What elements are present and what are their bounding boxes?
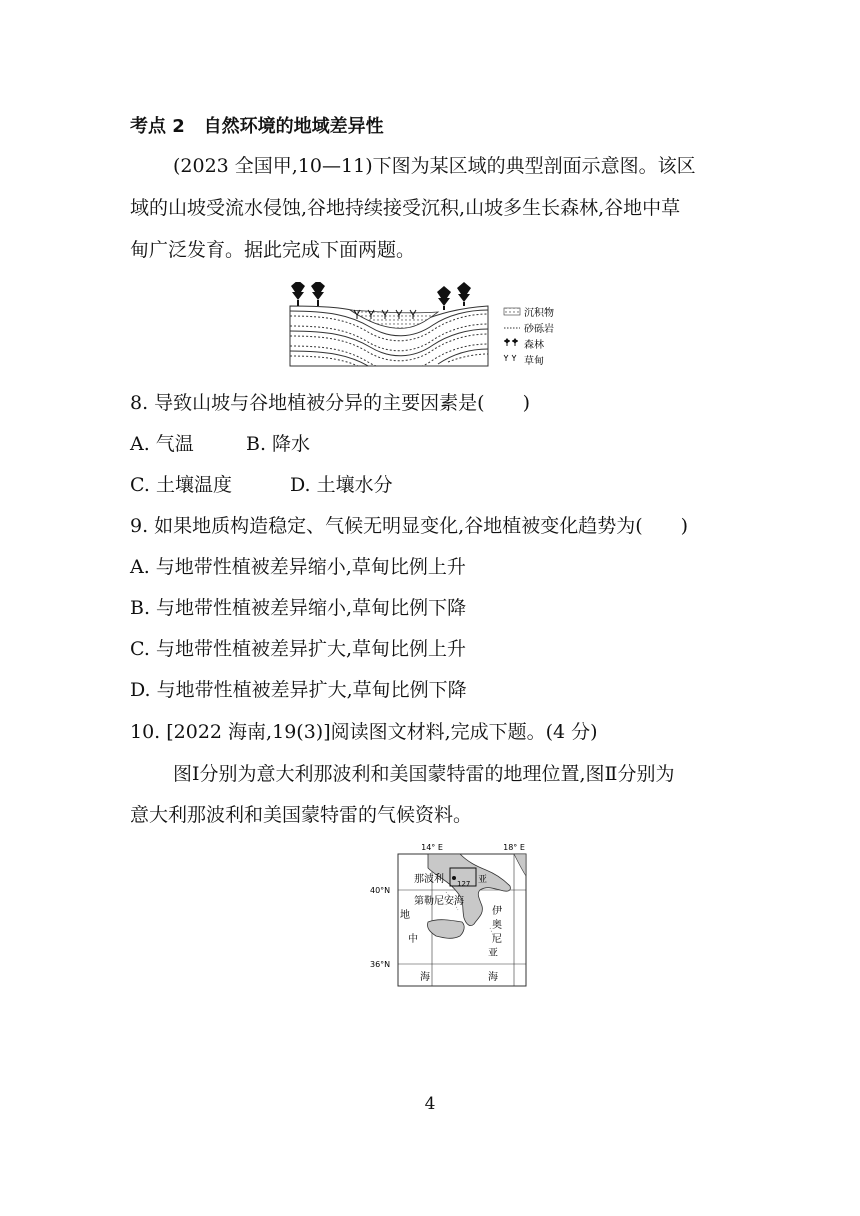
intro-line-1: (2023 全国甲,10—11)下图为某区域的典型剖面示意图。该区 — [173, 155, 696, 177]
section-heading — [130, 115, 384, 139]
lon-label-18e: 18° E — [503, 843, 525, 852]
misc-label: 亚 — [478, 875, 488, 885]
legend-sandstone: 砂砾岩 — [524, 324, 554, 335]
legend-sediment: 沉积物 — [524, 308, 554, 319]
q9-option-b: B. 与地带性植被差异缩小,草甸比例下降 — [130, 597, 467, 619]
intro-line-2: 域的山坡受流水侵蚀,谷地持续接受沉积,山坡多生长森林,谷地中草 — [130, 197, 681, 219]
section-title: 自然环境的地域差异性 — [203, 116, 384, 137]
q8-option-d: D. 土壤水分 — [290, 474, 393, 496]
lat-label-40n: 40°N — [370, 886, 391, 895]
q8-stem: 8. 导致山坡与谷地植被分异的主要因素是( ) — [130, 392, 530, 414]
ionian-label-3: 尼 — [492, 934, 502, 945]
tyrrhenian-sea-label: 第勒尼安海 — [414, 896, 464, 907]
inset-label: 127 — [457, 880, 471, 888]
q10-text-line-1: 图Ⅰ分别为意大利那波利和美国蒙特雷的地理位置,图Ⅱ分别为 — [173, 763, 675, 785]
legend-forest: 森林 — [524, 340, 544, 351]
q8-option-c: C. 土壤温度 — [130, 474, 232, 496]
legend — [504, 306, 554, 367]
intro-line-3: 甸广泛发育。据此完成下面两题。 — [130, 239, 416, 261]
q9-option-c: C. 与地带性植被差异扩大,草甸比例上升 — [130, 638, 466, 660]
page-number: 4 — [424, 1094, 436, 1114]
q10-stem: 10. [2022 海南,19(3)]阅读图文材料,完成下题。(4 分) — [130, 721, 598, 743]
q10-text-line-2: 意大利那波利和美国蒙特雷的气候资料。 — [130, 804, 473, 826]
q9-stem: 9. 如果地质构造稳定、气候无明显变化,谷地植被变化趋势为( ) — [130, 515, 689, 537]
city-naples-label: 那波利 — [414, 874, 444, 885]
q9-option-d: D. 与地带性植被差异扩大,草甸比例下降 — [130, 679, 467, 701]
q8-option-b: B. 降水 — [246, 433, 311, 455]
q9-option-a: A. 与地带性植被差异缩小,草甸比例上升 — [130, 556, 466, 578]
mediterranean-label-2: 中 — [408, 934, 418, 945]
ionian-label-2: 奥 — [492, 920, 502, 931]
italy-map-figure — [368, 840, 532, 990]
mediterranean-label-1: 地 — [400, 910, 410, 921]
ionian-label-4: 亚 — [488, 948, 498, 959]
q8-option-a: A. 气温 — [130, 433, 194, 455]
section-label: 考点 2 — [130, 116, 185, 137]
legend-meadow: 草甸 — [524, 356, 544, 367]
mediterranean-label-3: 海 — [420, 972, 430, 983]
cross-section-figure — [288, 282, 588, 370]
ionian-label-1: 伊 — [492, 906, 502, 917]
lon-label-14e: 14° E — [421, 843, 443, 852]
ionian-label-5: 海 — [488, 972, 498, 983]
lat-label-36n: 36°N — [370, 960, 391, 969]
